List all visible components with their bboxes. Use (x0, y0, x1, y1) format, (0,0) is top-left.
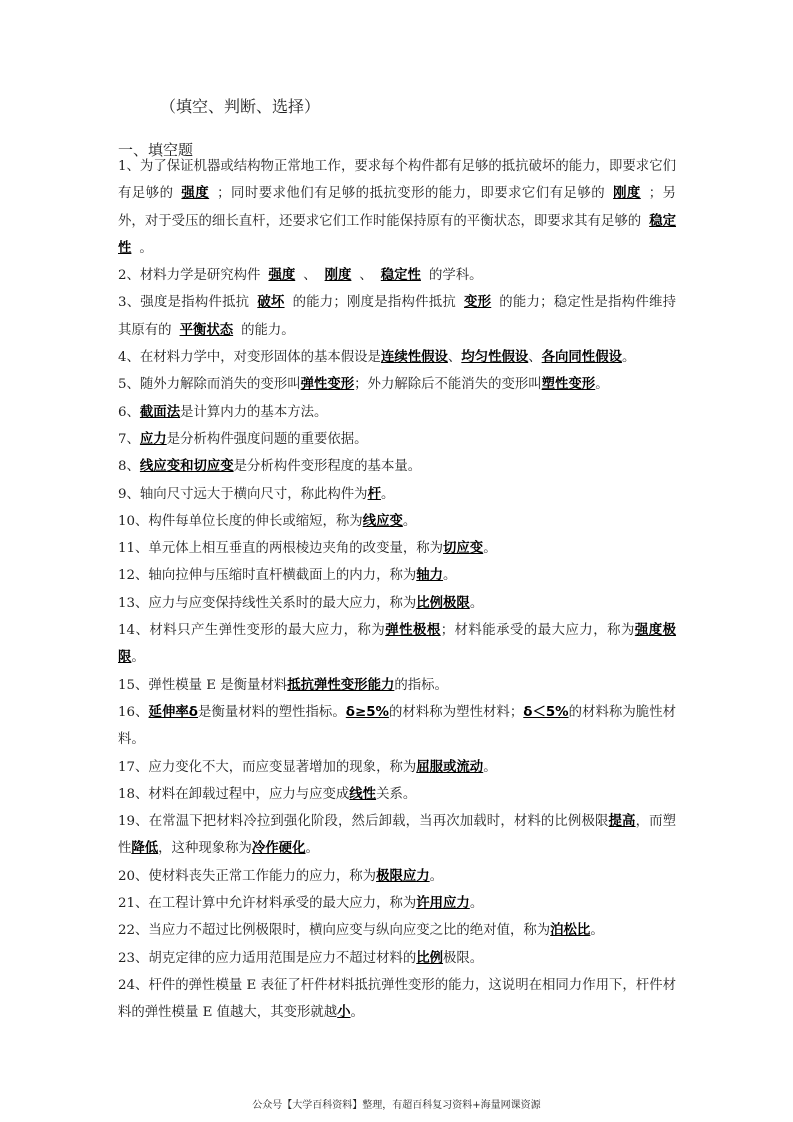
question-text: 、 (303, 268, 317, 284)
question-text: 。 (429, 868, 444, 884)
question-text: 5、随外力解除而消失的变形叫 (118, 377, 301, 393)
question-text: 7、 (118, 431, 140, 447)
answer-blank: 截面法 (139, 404, 181, 420)
answer-blank: 连续性假设 (380, 350, 448, 366)
answer-blank: 切应变 (443, 541, 484, 557)
question-item (118, 781, 676, 808)
question-text: 2、材料力学是研究构件 (118, 268, 261, 284)
answer-blank: 轴力 (416, 568, 444, 584)
question-item (118, 344, 676, 371)
answer-blank: δ＜5% (523, 704, 569, 720)
question-item (118, 754, 676, 781)
question-item (118, 590, 676, 617)
question-text: 的能力。 (241, 322, 295, 338)
question-item (118, 917, 676, 944)
question-item (118, 371, 676, 398)
question-item (118, 481, 676, 508)
question-item (118, 808, 676, 863)
question-text: 18、材料在卸载过程中，应力与应变成 (118, 786, 350, 802)
question-text: 。 (139, 240, 153, 256)
question-text: 。 (402, 513, 417, 529)
question-item (118, 699, 676, 754)
question-text: 关系。 (376, 786, 417, 802)
answer-blank: 延伸率δ (148, 704, 199, 720)
answer-blank: 稳定性 (380, 268, 421, 284)
answer-blank: 强度 (268, 268, 296, 284)
question-text: 23、胡克定律的应力适用范围是应力不超过材料的 (118, 950, 417, 966)
question-text: 8、 (118, 459, 140, 475)
answer-blank: δ≥5% (345, 704, 389, 720)
question-text: 是分析构件变形程度的基本量。 (233, 459, 422, 475)
question-text: 10、构件每单位长度的伸长或缩短，称为 (118, 513, 363, 529)
answer-blank: 弹性变形 (300, 377, 355, 393)
question-item (118, 426, 676, 453)
question-text: 是计算内力的基本方法。 (180, 404, 328, 420)
question-text: 、 (447, 350, 462, 366)
question-text: 19、在常温下把材料冷拉到强化阶段，然后卸载，当再次加载时，材料的比例极限 (118, 814, 609, 830)
question-text: 4、在材料力学中，对变形固体的基本假设是 (118, 350, 381, 366)
answer-blank: 破坏 (257, 295, 285, 311)
question-text: 12、轴向拉伸与压缩时直杆横截面上的内力，称为 (118, 568, 417, 584)
question-text: 11、单元体上相互垂直的两根棱边夹角的改变量，称为 (118, 541, 444, 557)
question-text: 9、轴向尺寸远大于横向尺寸，称此构件为 (118, 486, 368, 502)
question-text: 。 (595, 377, 609, 393)
answer-blank: 屈服或流动 (416, 759, 484, 775)
question-text: 的能力；刚度是指构件抵抗 (292, 295, 456, 311)
answer-blank: 弹性极根 (385, 623, 441, 639)
question-item (118, 289, 676, 344)
answer-blank: 许用应力 (416, 896, 470, 912)
question-text: 21、在工程计算中允许材料承受的最大应力，称为 (118, 896, 417, 912)
answer-blank: 刚度 (324, 268, 352, 284)
question-text: 17、应力变化不大，而应变显著增加的现象，称为 (118, 759, 417, 775)
question-item (118, 945, 676, 972)
question-text: 的材料称为塑性材料； (388, 704, 524, 720)
question-text: 是分析构件强度问题的重要依据。 (166, 431, 368, 447)
question-text: ；同时要求他们有足够的抵抗变形的能力，即要求它们有足够的 (217, 186, 606, 202)
answer-blank: 变形 (463, 295, 492, 311)
question-text: 13、应力与应变保持线性关系时的最大应力，称为 (118, 595, 417, 611)
question-text: ，这种现象称为 (158, 841, 252, 857)
answer-blank: 降低 (131, 841, 159, 857)
question-item (118, 972, 676, 1027)
answer-blank: 强度 (181, 186, 210, 202)
answer-blank: 杆 (367, 486, 381, 502)
question-text: 的材料称为脆性材料。 (118, 704, 677, 748)
question-text: ，而塑性 (118, 814, 677, 857)
question-text: 。 (305, 841, 319, 857)
question-text: 。 (131, 650, 145, 666)
answer-blank: 平衡状态 (179, 322, 234, 338)
question-text: 。 (469, 595, 484, 611)
answer-blank: 抵抗弹性变形能力 (287, 677, 395, 693)
answer-blank: 各向同性假设 (541, 350, 622, 366)
question-item (118, 672, 676, 699)
question-item (118, 863, 676, 890)
question-list (118, 153, 676, 1027)
question-text: 15、弹性模量 E 是衡量材料 (118, 677, 288, 693)
answer-blank: 线应变 (362, 513, 403, 529)
question-text: 是衡量材料的塑性指标。 (198, 704, 346, 720)
answer-blank: 极限应力 (376, 868, 430, 884)
answer-blank: 应力 (139, 431, 167, 447)
question-text: 22、当应力不超过比例极限时，横向应变与纵向应变之比的绝对值，称为 (118, 923, 551, 939)
question-text: 。 (443, 568, 457, 584)
answer-blank: 刚度 (613, 186, 641, 202)
question-item (118, 617, 676, 672)
question-item (118, 262, 676, 289)
question-text: 、 (359, 268, 373, 284)
question-text: ；另外，对于受压的细长直杆，还要求它们工作时能保持原有的平衡状态，即要求其有足够的 (118, 186, 677, 229)
answer-blank: 均匀性假设 (461, 350, 529, 366)
section-heading: 一、填空题 (118, 141, 194, 159)
answer-blank: 小 (337, 1005, 351, 1021)
document-title: （填空、判断、选择） (160, 97, 321, 116)
question-text: 24、杆件的弹性模量 E 表征了杆件材料抵抗弹性变形的能力，这说明在相同力作用下，杆件材料的弹性模量 E 值越大，其变形就越 (118, 977, 676, 1021)
question-text: 。 (483, 759, 497, 775)
question-text: 14、材料只产生弹性变形的最大应力，称为 (118, 623, 386, 639)
question-text: 极限。 (443, 950, 484, 966)
question-item (118, 153, 676, 262)
question-item (118, 508, 676, 535)
answer-blank: 提高 (608, 814, 636, 830)
question-item (118, 890, 676, 917)
question-item (118, 562, 676, 589)
question-text: 1、为了保证机器或结构物正常地工作，要求每个构件都有足够的抵抗破坏的能力，即要求它们有足够的 (118, 159, 676, 202)
question-item (118, 535, 676, 562)
answer-blank: 线性 (349, 786, 377, 802)
question-text: 的学科。 (428, 268, 483, 284)
question-text: 的能力；稳定性是指构件维持其原有的 (118, 295, 677, 338)
question-text: ；材料能承受的最大应力，称为 (440, 623, 635, 639)
question-text: 20、使材料丧失正常工作能力的应力，称为 (118, 868, 377, 884)
question-text: ；外力解除后不能消失的变形叫 (354, 377, 542, 393)
question-text: 3、强度是指构件抵抗 (118, 295, 250, 311)
answer-blank: 泊松比 (550, 923, 591, 939)
question-text: 。 (483, 541, 497, 557)
question-text: 、 (528, 350, 542, 366)
answer-blank: 稳定性 (118, 213, 677, 256)
question-item (118, 399, 676, 426)
question-text: 的指标。 (394, 677, 448, 693)
answer-blank: 冷作硬化 (251, 841, 306, 857)
answer-blank: 比例极限 (416, 595, 470, 611)
question-text: 。 (621, 350, 636, 366)
footer-note: 公众号【大学百科资料】整理，有超百科复习资料+海量网课资源 (252, 1100, 541, 1111)
question-text: 。 (469, 896, 484, 912)
question-text: 。 (380, 486, 395, 502)
answer-blank: 线应变和切应变 (139, 459, 234, 475)
question-text: 。 (350, 1005, 364, 1021)
question-text: 16、 (118, 704, 149, 720)
question-text: 6、 (118, 404, 140, 420)
question-text: 。 (590, 923, 604, 939)
answer-blank: 比例 (416, 950, 444, 966)
answer-blank: 强度极限 (118, 623, 677, 666)
question-item (118, 453, 676, 480)
answer-blank: 塑性变形 (541, 377, 596, 393)
